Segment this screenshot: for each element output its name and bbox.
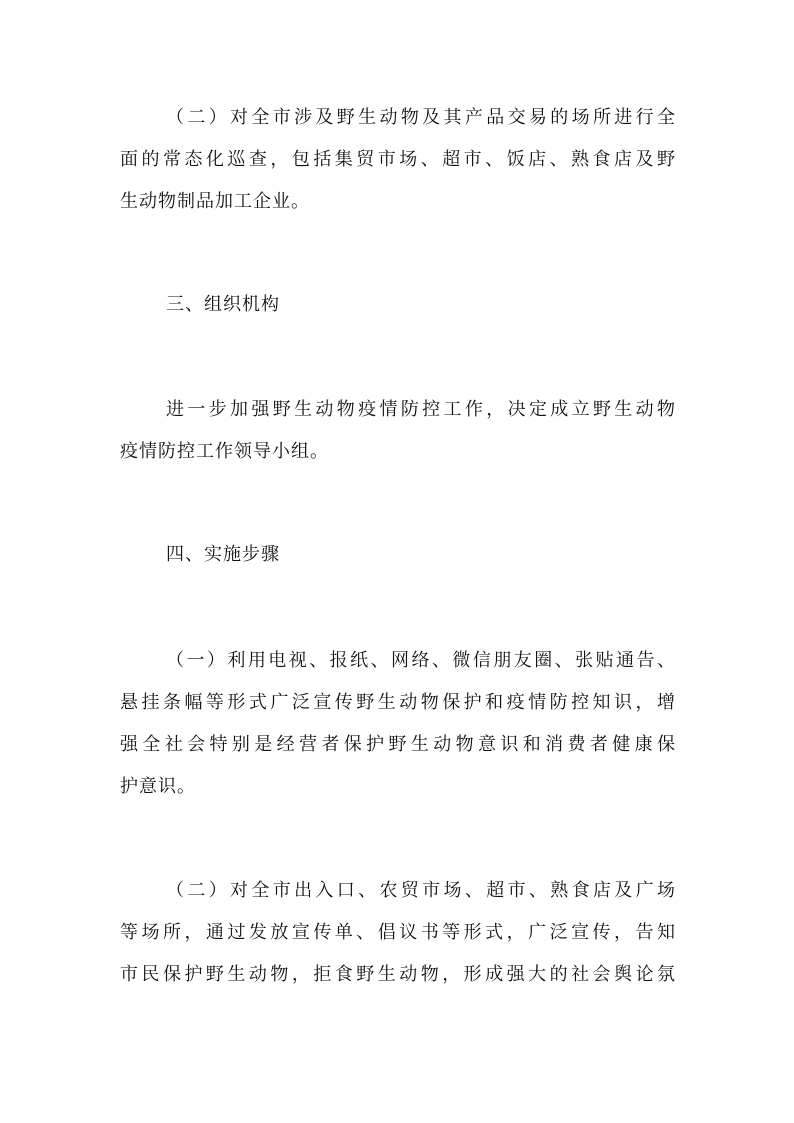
text-line: 疫情防控工作领导小组。: [120, 441, 329, 462]
paragraph-public-notice: [120, 870, 676, 996]
text-line: 市民保护野生动物，拒食野生动物，形成强大的社会舆论氛: [120, 964, 676, 985]
paragraph-leadership-group: [120, 389, 676, 473]
text-line: （二）对全市出入口、农贸市场、超市、熟食店及广场: [166, 880, 676, 901]
text-line: （一）利用电视、报纸、网络、微信朋友圈、张贴通告、: [166, 650, 676, 671]
paragraph-inspection: [120, 97, 676, 223]
paragraph-publicity: [120, 640, 676, 808]
text-line: 进一步加强野生动物疫情防控工作，决定成立野生动物: [166, 399, 676, 420]
section-heading-organization: 三、组织机构: [166, 294, 280, 315]
text-line: 面的常态化巡查，包括集贸市场、超市、饭店、熟食店及野: [120, 149, 676, 170]
section-heading-implementation: 四、实施步骤: [166, 544, 280, 565]
text-line: 悬挂条幅等形式广泛宣传野生动物保护和疫情防控知识，增: [120, 692, 676, 713]
text-line: 强全社会特别是经营者保护野生动物意识和消费者健康保: [120, 734, 676, 755]
text-line: （二）对全市涉及野生动物及其产品交易的场所进行全: [166, 107, 676, 128]
text-line: 等场所，通过发放宣传单、倡议书等形式，广泛宣传，告知: [120, 922, 676, 943]
text-line: 护意识。: [120, 776, 196, 797]
text-line: 生动物制品加工企业。: [120, 191, 310, 212]
